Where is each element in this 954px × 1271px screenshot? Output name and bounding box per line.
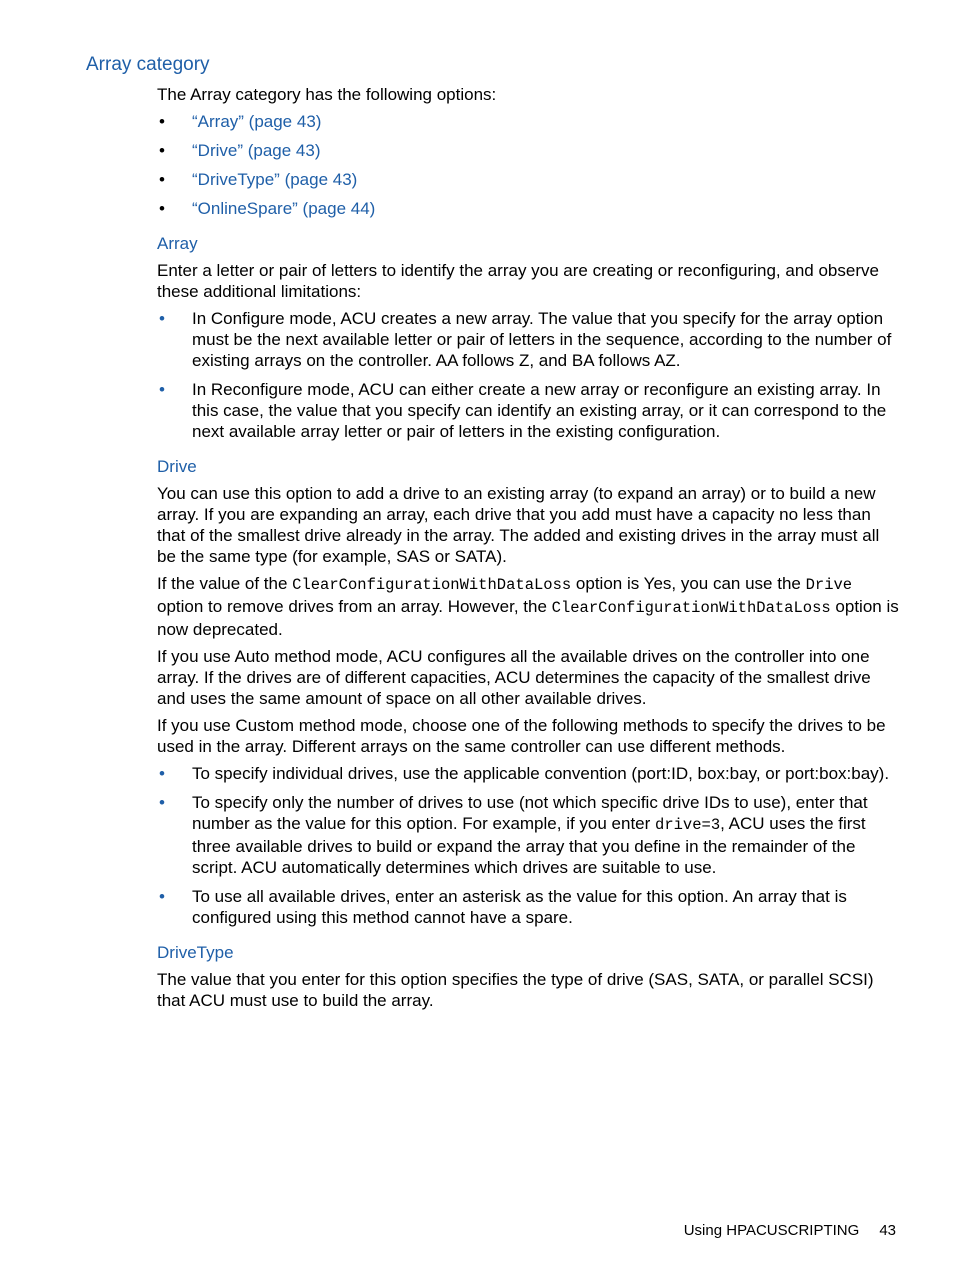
link-onlinespare[interactable]: “OnlineSpare” (page 44) bbox=[192, 199, 376, 218]
array-intro: Enter a letter or pair of letters to identify the array you are creating or reconfiguring, and observe these additional limitations: bbox=[157, 261, 879, 301]
page-number: 43 bbox=[879, 1222, 896, 1239]
drive-paragraph-3: If you use Auto method mode, ACU configures all the available drives on the controller into one array. If the drives are of different capacities, ACU determines the capacity of the smallest drive and uses the same amount of space on all other available drives. bbox=[157, 647, 871, 708]
list-item bbox=[157, 169, 899, 190]
section-intro: The Array category has the following options: bbox=[157, 85, 497, 104]
list-item bbox=[157, 198, 899, 219]
bullet-text: To use all available drives, enter an asterisk as the value for this option. An array that is configured using this method cannot have a spare. bbox=[192, 887, 847, 927]
code-drive: Drive bbox=[805, 576, 853, 594]
bullet-icon: • bbox=[159, 764, 165, 783]
code-clearconfiguration: ClearConfigurationWithDataLoss bbox=[551, 599, 831, 617]
bullet-icon: • bbox=[159, 141, 165, 160]
section-title: Array category bbox=[86, 54, 210, 75]
list-item bbox=[157, 763, 899, 784]
list-item bbox=[157, 792, 899, 878]
text-run: option is now deprecated. bbox=[157, 597, 899, 639]
drivetype-paragraph: The value that you enter for this option specifies the type of drive (SAS, SATA, or parallel SCSI) that ACU must use to build the array. bbox=[157, 970, 874, 1010]
bullet-icon: • bbox=[159, 170, 165, 189]
bullet-icon: • bbox=[159, 793, 165, 812]
link-drivetype[interactable]: “DriveType” (page 43) bbox=[192, 170, 358, 189]
bullet-text: In Reconfigure mode, ACU can either create a new array or reconfigure an existing array. In this case, the value that you specify can identify an existing array, or it can correspond to the next available array letter or pair of letters in the existing configuration. bbox=[192, 380, 887, 441]
page-footer bbox=[684, 1222, 896, 1239]
text-run: If the value of the bbox=[157, 574, 293, 593]
bullet-text bbox=[192, 793, 868, 877]
drivetype-heading: DriveType bbox=[157, 943, 234, 962]
footer-label: Using HPACUSCRIPTING bbox=[683, 1222, 860, 1239]
content bbox=[157, 84, 899, 1017]
drive-bullet-list bbox=[157, 763, 899, 928]
bullet-icon: • bbox=[159, 380, 165, 399]
option-link-list bbox=[157, 111, 899, 219]
text-run: option is Yes, you can use the bbox=[571, 574, 806, 593]
text-run: , ACU uses the first three available drives to build or expand the array that you define in the remainder of the script. ACU automatically determines which drives are suitable to use. bbox=[192, 814, 866, 877]
text-run: To specify only the number of drives to use (not which specific drive IDs to use), enter that number as the value for this option. For example, if you enter bbox=[192, 793, 868, 833]
list-item bbox=[157, 111, 899, 132]
array-bullet-list bbox=[157, 308, 899, 442]
link-array[interactable]: “Array” (page 43) bbox=[192, 112, 322, 131]
bullet-icon: • bbox=[159, 887, 165, 906]
list-item bbox=[157, 886, 899, 928]
array-heading: Array bbox=[157, 234, 198, 253]
code-drive-example: drive=3 bbox=[655, 816, 721, 834]
link-drive[interactable]: “Drive” (page 43) bbox=[192, 141, 321, 160]
drive-paragraph-2 bbox=[157, 573, 899, 640]
bullet-icon: • bbox=[159, 199, 165, 218]
drive-heading: Drive bbox=[157, 457, 197, 476]
text-run: option to remove drives from an array. However, the bbox=[157, 597, 552, 616]
bullet-text: In Configure mode, ACU creates a new array. The value that you specify for the array option must be the next available letter or pair of letters in the sequence, according to the number of existing arrays on the controller. AA follows Z, and BA follows AZ. bbox=[192, 309, 892, 370]
drive-paragraph-1: You can use this option to add a drive to an existing array (to expand an array) or to build a new array. If you are expanding an array, each drive that you add must have a capacity no less than that of the smallest drive already in the array. The added and existing drives in the array must all be the same type (for example, SAS or SATA). bbox=[157, 484, 880, 566]
bullet-icon: • bbox=[159, 309, 165, 328]
list-item bbox=[157, 379, 899, 442]
code-clearconfiguration: ClearConfigurationWithDataLoss bbox=[292, 576, 572, 594]
bullet-text: To specify individual drives, use the applicable convention (port:ID, box:bay, or port:box:bay). bbox=[192, 764, 890, 783]
drive-paragraph-4: If you use Custom method mode, choose one of the following methods to specify the drives to be used in the array. Different arrays on the same controller can use different methods. bbox=[157, 716, 886, 756]
list-item bbox=[157, 308, 899, 371]
list-item bbox=[157, 140, 899, 161]
bullet-icon: • bbox=[159, 112, 165, 131]
